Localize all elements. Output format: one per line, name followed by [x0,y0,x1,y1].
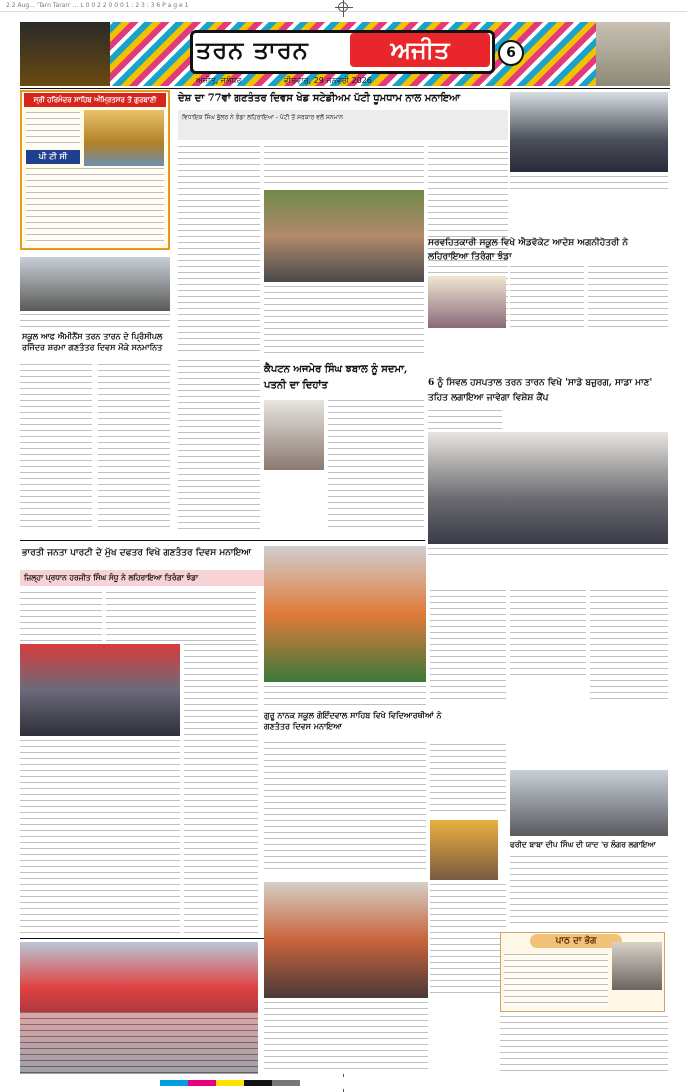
golden-temple-image [20,22,110,86]
article-body [184,644,258,934]
republic-day-headline: ਦੇਸ਼ ਦਾ 77ਵਾਂ ਗਣਤੰਤਰ ਦਿਵਸ ਖੇਡ ਸਟੇਡੀਅਮ ਪੱਟੀ ਧੂਮਧਾਮ ਨਾਲ ਮਨਾਇਆ [178,93,461,104]
event-photo [264,882,428,998]
dateline [196,76,496,86]
article-body [264,1002,428,1074]
sponsor-text [26,168,164,244]
captain-headline: ਕੈਪਟਨ ਅਜਮੇਰ ਸਿੰਘ ਝਬਾਲ ਨੂੰ ਸਦਮਾ, ਪਤਨੀ ਦਾ ਦਿਹਾਂਤ [264,364,408,391]
article-body [264,742,426,870]
temple-photo [84,110,164,166]
print-footer [0,1077,687,1089]
building-image [596,22,670,86]
logo-brand: ਅਜੀਤ [350,33,490,67]
bjp-photo [20,644,180,736]
article-body [178,146,260,356]
article-body [510,590,586,680]
article-body [588,266,668,328]
camp-headline: 6 ਨੂੰ ਸਿਵਲ ਹਸਪਤਾਲ ਤਰਨ ਤਾਰਨ ਵਿਖੇ 'ਸਾਡੇ ਬਜ਼ੁਰਗ, ਸਾਡਾ ਮਾਣ' ਤਹਿਤ ਲਗਾਇਆ ਜਾਵੇਗਾ ਵਿਸ਼ੇਸ਼ ਕੈਂਪ [428,378,653,403]
students-photo [264,546,426,682]
article-body [430,884,506,994]
divider [20,540,425,541]
article-body [590,590,668,700]
article-body [430,744,506,814]
photo-caption [20,1012,258,1074]
edition-label: ਅਜੀਤ, ਜਲੰਧਰ [196,76,242,85]
article-body [98,364,170,529]
photo-caption [264,686,426,706]
stadium-photo [264,190,424,282]
sponsor-text [26,112,80,148]
school-event-photo [428,276,506,328]
article-body [430,590,506,700]
sarvhitkari-headline: ਸਰਵਹਿਤਕਾਰੀ ਸਕੂਲ ਵਿਖੇ ਐਡਵੋਕੇਟ ਆਦੇਸ਼ ਅਗਨੀਹੋਤਰੀ ਨੇ ਲਹਿਰਾਇਆ ਤਿਰੰਗਾ ਝੰਡਾ [428,238,629,262]
school-headline: ਸਕੂਲ ਆਫ ਐਮੀਨੈਂਸ ਤਰਨ ਤਾਰਨ ਦੇ ਪ੍ਰਿੰਸੀਪਲ ਰਜਿੰਦਰ ਸ਼ਰਮਾ ਗਣਤੰਤਰ ਦਿਵਸ ਮੌਕੇ ਸਨਮਾਨਿਤ [22,331,163,352]
article-body [20,364,92,529]
divider [20,88,670,89]
republic-day-subhead: ਵਿਧਾਇਕ ਸਿੰਘ ਭੁੱਲਰ ਨੇ ਝੰਡਾ ਲਹਿਰਾਇਆ - ਪੱਟੀ ਤੋਂ ਸਰਕਾਰ ਵਲੋਂ ਸਨਮਾਨ [182,114,344,121]
sponsor-title: ਸ੍ਰੀ ਹਰਿਮੰਦਰ ਸਾਹਿਬ ਅੰਮ੍ਰਿਤਸਰ ਤੋਂ ਗੁਰਬਾਣੀ [24,93,166,107]
portrait-photo [612,942,662,990]
article-body [106,592,256,642]
portrait-photo [430,820,498,880]
portrait-photo [264,400,324,470]
article-body [264,286,424,356]
meeting-photo [428,432,668,544]
color-calibration-bar [160,1080,300,1086]
photo-caption [20,314,170,328]
photo-caption [510,176,668,190]
article-body [510,266,584,328]
registration-mark-icon [338,2,348,12]
bhog-ad-title: ਪਾਠ ਦਾ ਭੋਗ [530,934,622,948]
date-label: ਵੀਰਵਾਰ, 29 ਜਨਵਰੀ 2026 [283,76,372,85]
ad-text [500,1016,668,1074]
article-body [178,360,260,532]
photo-caption [428,548,668,560]
gurunanak-headline: ਗੁਰੂ ਨਾਨਕ ਸਕੂਲ ਗੋਇੰਦਵਾਲ ਸਾਹਿਬ ਵਿਖੇ ਵਿਦਿਆਰਥੀਆਂ ਨੇ ਗਣਤੰਤਰ ਦਿਵਸ ਮਨਾਇਆ [264,710,442,731]
parade-photo [20,257,170,311]
flag-hoisting-photo [510,92,668,172]
article-body [20,592,102,642]
article-body [264,146,424,186]
sponsor-name: ਪੀ ਟੀ ਸੀ [26,150,80,164]
print-meta-strip: 2.2 Aug... 'Tarn Taran' ... L 0 0 2 2 0 0 0 1 : 2 3 : 3 6 P a g e 1 [0,0,687,12]
bjp-subhead: ਜ਼ਿਲ੍ਹਾ ਪ੍ਰਧਾਨ ਹਰਜੀਤ ਸਿੰਘ ਸੰਧੂ ਨੇ ਲਹਿਰਾਇਆ ਤਿਰੰਗਾ ਝੰਡਾ [24,573,199,582]
logo-city: ਤਰਨ ਤਾਰਨ [196,35,309,64]
baba-headline: ਫਰੀਦ ਬਾਬਾ ਦੀਪ ਸਿੰਘ ਦੀ ਯਾਦ 'ਚ ਲੰਗਰ ਲਗਾਇਆ [510,840,656,849]
langar-photo [510,770,668,836]
page-number: 6 [498,40,524,66]
article-body [510,856,668,926]
article-body [20,740,180,934]
article-body [428,410,502,430]
bjp-headline: ਭਾਰਤੀ ਜਨਤਾ ਪਾਰਟੀ ਦੇ ਮੁੱਖ ਦਫਤਰ ਵਿਖੇ ਗਣਤੰਤਰ ਦਿਵਸ ਮਨਾਇਆ [22,548,252,558]
article-body [328,400,424,530]
ad-text [504,954,608,1006]
